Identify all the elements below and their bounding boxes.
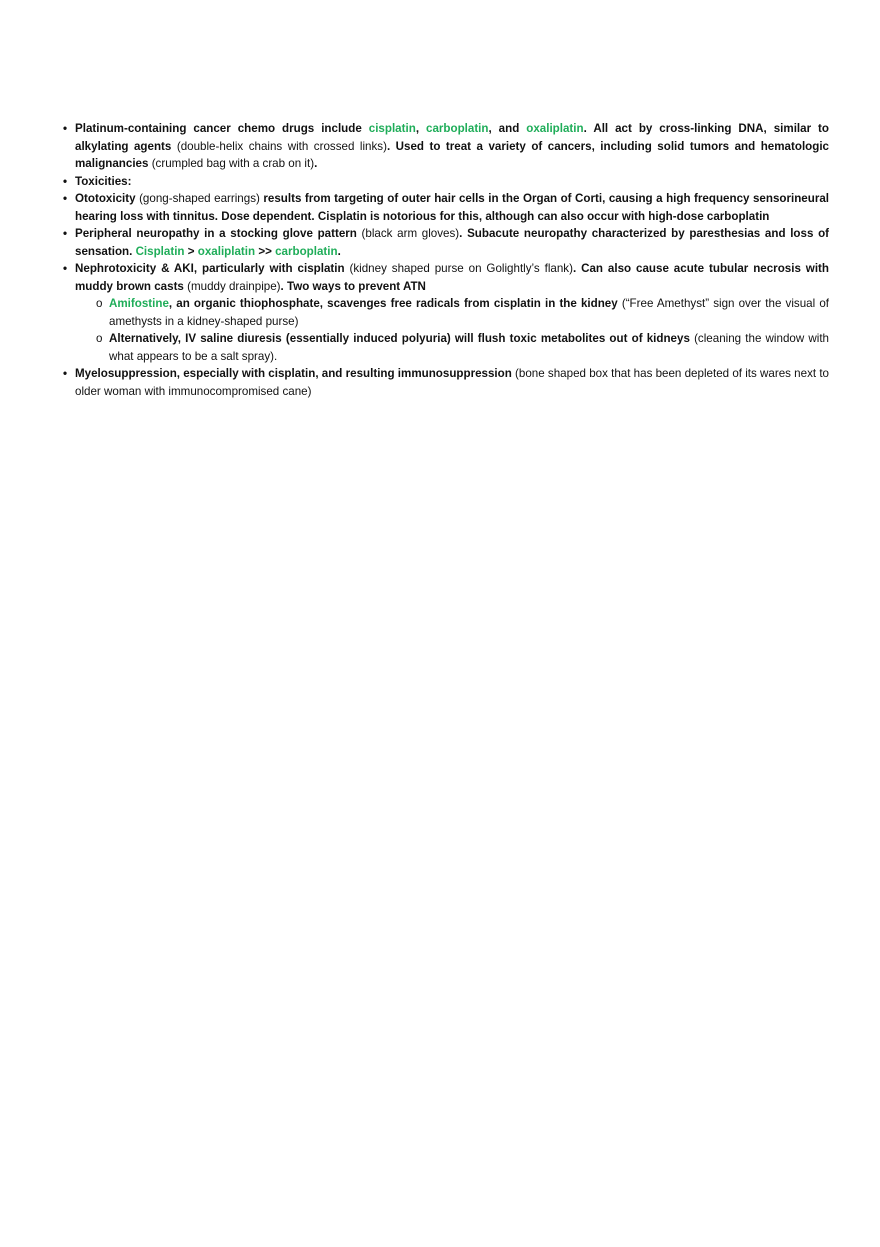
bullet-platinum-drugs — [62, 120, 829, 173]
bullet-text: . — [314, 157, 318, 170]
separator: >> — [255, 244, 276, 258]
mnemonic-note: (black arm gloves) — [356, 227, 460, 240]
mnemonic-note: (“Free Amethyst” sign over the visual of amethysts in a kidney-shaped purse) — [109, 297, 829, 328]
mnemonic-note: (kidney shaped purse on Golightly’s flank) — [344, 262, 573, 275]
bullet-toxicities — [62, 173, 829, 191]
mnemonic-note: (muddy drainpipe) — [183, 279, 281, 293]
bullet-peripheral-neuropathy — [62, 225, 829, 260]
bullet-nephrotoxicity — [62, 260, 829, 365]
drug-carboplatin: carboplatin — [426, 122, 489, 135]
drug-carboplatin: carboplatin — [275, 244, 338, 258]
bullet-text: Platinum-containing cancer chemo drugs include — [75, 122, 369, 135]
drug-amifostine: Amifostine — [109, 297, 169, 310]
bullet-text: Peripheral neuropathy in a stocking glove pattern — [75, 227, 357, 240]
bullet-text: . Two ways to prevent ATN — [280, 279, 426, 293]
bullet-myelosuppression — [62, 365, 829, 400]
bullet-text: . Used to treat a variety of cancers, including solid tumors and hematologic malignancies — [75, 139, 829, 170]
mnemonic-note: (cleaning the window with what appears to be a salt spray). — [109, 332, 829, 363]
mnemonic-note: (gong-shaped earrings) — [135, 192, 264, 205]
bullet-text: . Can also cause acute tubular necrosis with muddy brown casts — [75, 262, 829, 293]
mnemonic-note: (bone shaped box that has been depleted of its wares next to older woman with immunocompromised cane) — [75, 367, 829, 398]
mnemonic-note: (double-helix chains with crossed links) — [171, 139, 387, 153]
bullet-text: Ototoxicity — [75, 192, 136, 205]
mnemonic-note: (crumpled bag with a crab on it) — [148, 157, 315, 170]
drug-oxaliplatin: oxaliplatin — [197, 244, 256, 258]
section-heading: Toxicities: — [75, 174, 132, 188]
drug-cisplatin: cisplatin — [368, 122, 416, 135]
bullet-text: Nephrotoxicity & AKI, particularly with cisplatin — [75, 262, 345, 275]
bullet-text: Myelosuppression, especially with cisplatin, and resulting immunosuppression — [75, 367, 512, 380]
separator: , and — [488, 122, 527, 135]
sub-bullet-amifostine — [96, 295, 829, 330]
bullet-text: . — [337, 244, 341, 258]
drug-cisplatin: Cisplatin — [135, 244, 185, 258]
bullet-text: , an organic thiophosphate, scavenges free radicals from cisplatin in the kidney — [168, 297, 618, 310]
bullet-text: Alternatively, IV saline diuresis (essentially induced polyuria) will flush toxic metabolites out of kidneys — [109, 332, 690, 345]
drug-oxaliplatin: oxaliplatin — [526, 122, 584, 135]
sub-list — [75, 295, 829, 365]
bullet-text: . Subacute neuropathy characterized by paresthesias and loss of sensation. — [75, 227, 830, 258]
bullet-text: results from targeting of outer hair cells in the Organ of Corti, causing a high frequency sensorineural hearing loss with tinnitus. Dose dependent. Cisplatin is notorious for this, although can also occur with high-dose carboplatin — [75, 192, 829, 223]
separator: > — [184, 244, 198, 258]
notes-list — [62, 120, 829, 400]
bullet-text: . All act by cross-linking DNA, similar to alkylating agents — [75, 122, 829, 153]
sub-bullet-saline-diuresis — [96, 330, 829, 365]
bullet-ototoxicity — [62, 190, 829, 225]
separator: , — [415, 122, 426, 135]
